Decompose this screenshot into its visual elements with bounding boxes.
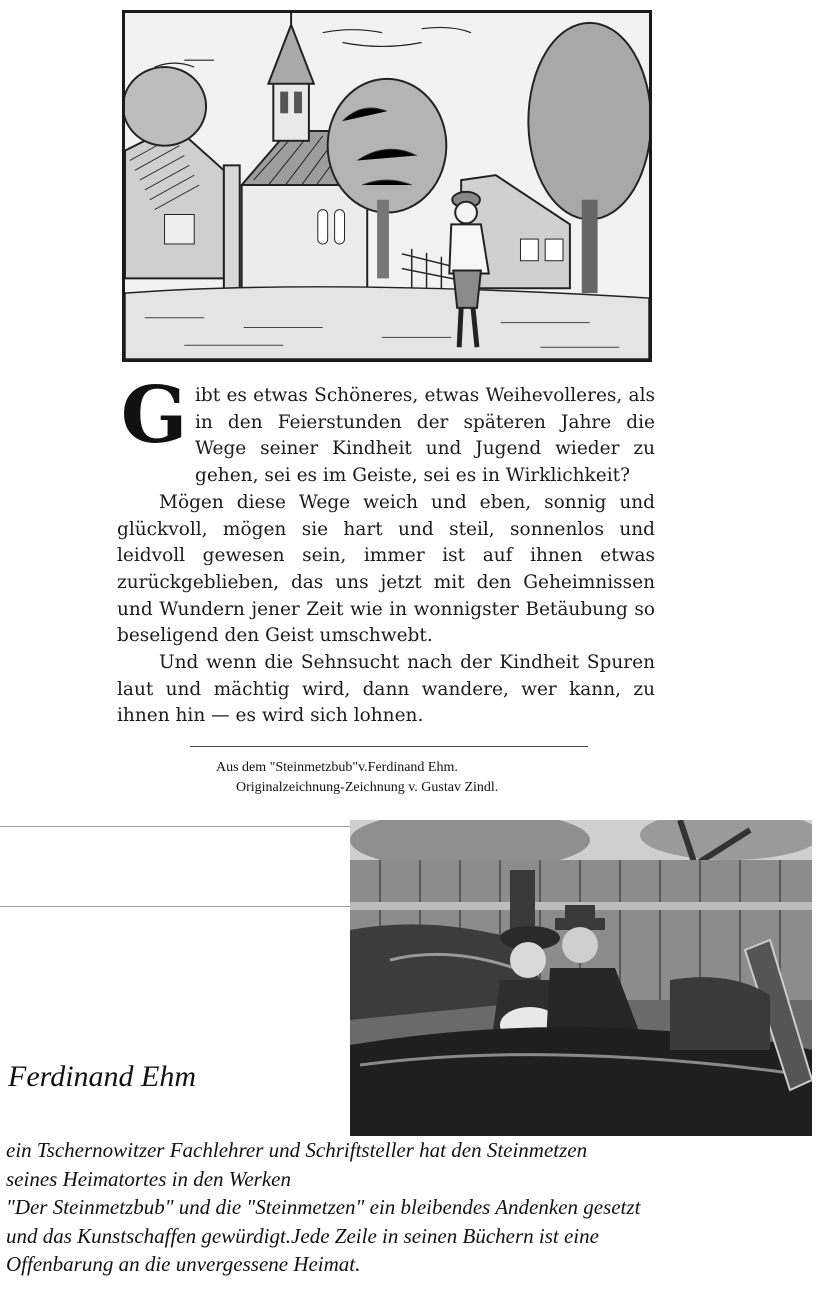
- source-credit: Aus dem "Steinmetzbub"v.Ferdinand Ehm.: [216, 760, 458, 775]
- bio-line: seines Heimatortes in den Werken: [6, 1166, 291, 1191]
- article-text: [117, 370, 655, 730]
- scan-line: [0, 826, 350, 827]
- author-name: Ferdinand Ehm: [8, 1060, 197, 1093]
- article-paragraph-2: Mögen diese Wege weich und eben, sonnig und glückvoll, mögen sie hart und steil, sonnenlos und leidvoll gewesen sein, immer ist auf ihnen etwas zurückgeblieben, das uns jetzt mit den Geheimnissen und Wundern jener Zeit wie in wonnigster Betäubung so beseligend den Geist umschwebt.: [117, 491, 655, 647]
- article-divider: [190, 746, 588, 747]
- bio-line: "Der Steinmetzbub" und die "Steinmetzen" ein bleibendes Andenken gesetzt: [6, 1195, 641, 1219]
- bio-line: Offenbarung an die unvergessene Heimat.: [6, 1252, 361, 1276]
- drop-cap: G: [120, 370, 188, 461]
- bio-line: und das Kunstschaffen gewürdigt.Jede Zeile in seinen Büchern ist eine: [6, 1223, 599, 1248]
- illustration-credit: Originalzeichnung-Zeichnung v. Gustav Zindl.: [236, 780, 499, 795]
- wedding-car-photo: [350, 820, 812, 1136]
- article-paragraph-3: Und wenn die Sehnsucht nach der Kindheit Spuren laut und mächtig wird, dann wandere, wer kann, zu ihnen hin — es wird sich lohnen.: [117, 652, 655, 727]
- paragraph-1-text: ibt es etwas Schöneres, etwas Weihevolleres, als in den Feierstunden der späteren Jahre die Wege seiner Kindheit und Jugend wieder zu gehen, sei es im Geiste, sei es in Wirklichkeit?: [195, 385, 655, 487]
- author-bio: [6, 1136, 806, 1279]
- scan-line: [0, 906, 350, 907]
- article-paragraph-1: [117, 370, 655, 490]
- bio-line: ein Tschernowitzer Fachlehrer und Schriftsteller hat den Steinmetzen: [6, 1138, 588, 1162]
- chapel-illustration: [122, 10, 652, 362]
